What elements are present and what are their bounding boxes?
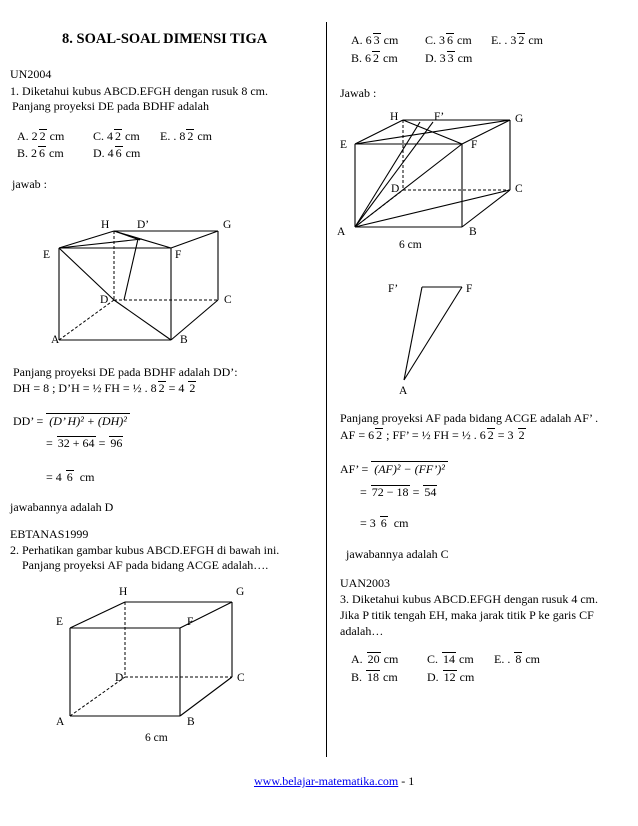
q2-jawab: Jawab : (340, 86, 377, 100)
cube3-label-f: F (471, 139, 478, 151)
q2-option-b: B. 6 2 cm (351, 51, 398, 65)
q1-option-e: E. . 8 2 cm (160, 129, 213, 143)
q1-option-d: D. 4 6 cm (93, 146, 141, 160)
cube1-label-f: F (175, 249, 182, 261)
cube3-label-fprime: F’ (434, 111, 445, 123)
q2-step3: = 3 6 cm (360, 516, 409, 530)
cube1-label-b: B (180, 334, 188, 346)
footer (254, 774, 414, 789)
cube3-label-d: D (391, 183, 400, 195)
q2-step2: = 72 − 18 = 54 (360, 485, 437, 499)
q1-jawab: jawab : (12, 177, 47, 191)
q1-answer-line1: Panjang proyeksi DE pada BDHF adalah DD’: (13, 365, 238, 379)
q2-line2: Panjang proyeksi AF pada bidang ACGE adalah…. (22, 558, 269, 572)
cube3-label-e: E (340, 139, 348, 151)
cube3-label-h: H (390, 111, 399, 123)
q3-line1: 3. Diketahui kubus ABCD.EFGH dengan rusuk 4 cm. (340, 592, 598, 606)
cube2-label-a: A (56, 716, 65, 728)
q2-option-e: E. . 3 2 cm (491, 33, 544, 47)
cube2-label-c: C (237, 672, 245, 684)
q1-step2: = 32 + 64 = 96 (46, 436, 123, 450)
q1-option-a: A. 2 2 cm (17, 129, 65, 143)
q2-answer-line2: AF = 6 2 ; FF’ = ½ FH = ½ . 6 2 = 3 2 (340, 428, 525, 442)
cube1-label-h: H (101, 219, 110, 231)
cube1-label-d: D (100, 294, 109, 306)
cube1-label-g: G (223, 219, 232, 231)
q3-option-b: B. 18 cm (351, 670, 398, 684)
q3-option-c: C. 14 cm (427, 652, 474, 666)
triangle-label-fprime: F’ (388, 283, 399, 295)
cube3-label-g: G (515, 113, 524, 125)
q2-answer-line1: Panjang proyeksi AF pada bidang ACGE adalah AF’ . (340, 411, 599, 425)
q1-line1: 1. Diketahui kubus ABCD.EFGH dengan rusuk 8 cm. (10, 84, 268, 98)
triangle-label-a: A (399, 385, 408, 397)
q3-option-d: D. 12 cm (427, 670, 475, 684)
q1-line2: Panjang proyeksi DE pada BDHF adalah (12, 99, 209, 113)
q1-step3: = 4 6 cm (46, 470, 95, 484)
page-title: 8. SOAL-SOAL DIMENSI TIGA (62, 31, 268, 47)
q2-source: EBTANAS1999 (10, 527, 89, 541)
cube2-label-f: F (187, 616, 194, 628)
triangle-label-f: F (466, 283, 473, 295)
cube1-label-a: A (51, 334, 60, 346)
footer-separator: - (401, 774, 406, 788)
cube3-label-b: B (469, 226, 477, 238)
page-number: 1 (408, 774, 415, 788)
q1-final-answer: jawabannya adalah D (10, 500, 114, 514)
q1-source: UN2004 (10, 67, 52, 81)
cube3-edge-label: 6 cm (399, 239, 422, 251)
q2-option-a: A. 6 3 cm (351, 33, 399, 47)
q2-option-c: C. 3 6 cm (425, 33, 472, 47)
cube2-label-g: G (236, 586, 245, 598)
q1-option-b: B. 2 6 cm (17, 146, 64, 160)
q2-line1: 2. Perhatikan gambar kubus ABCD.EFGH di bawah ini. (10, 543, 280, 557)
q1-dd-formula: DD’ = (D’ H)² + (DH)² (13, 413, 130, 429)
q2-af-formula: AF’ = (AF)² − (FF’)² (340, 461, 448, 477)
q2-final-answer: jawabannya adalah C (346, 547, 449, 561)
cube2-label-h: H (119, 586, 128, 598)
q3-source: UAN2003 (340, 576, 390, 590)
cube2-label-b: B (187, 716, 195, 728)
cube1-label-e: E (43, 249, 51, 261)
cube3-label-a: A (337, 226, 346, 238)
cube2-label-e: E (56, 616, 64, 628)
q1-answer-line2: DH = 8 ; D’H = ½ FH = ½ . 8 2 = 4 2 (13, 381, 196, 395)
cube1-label-c: C (224, 294, 232, 306)
cube2-label-d: D (115, 672, 124, 684)
q3-option-e: E. . 8 cm (494, 652, 541, 666)
q1-option-c: C. 4 2 cm (93, 129, 140, 143)
footer-website-link[interactable]: www.belajar-matematika.com (254, 774, 399, 788)
q3-line3: adalah… (340, 624, 384, 638)
q2-option-d: D. 3 3 cm (425, 51, 473, 65)
cube2-edge-label: 6 cm (145, 732, 168, 744)
q3-line2: Jika P titik tengah EH, maka jarak titik P ke garis CF (340, 608, 594, 622)
q3-option-a: A. 20 cm (351, 652, 399, 666)
cube1-label-dprime: D’ (137, 219, 150, 231)
cube3-label-c: C (515, 183, 523, 195)
